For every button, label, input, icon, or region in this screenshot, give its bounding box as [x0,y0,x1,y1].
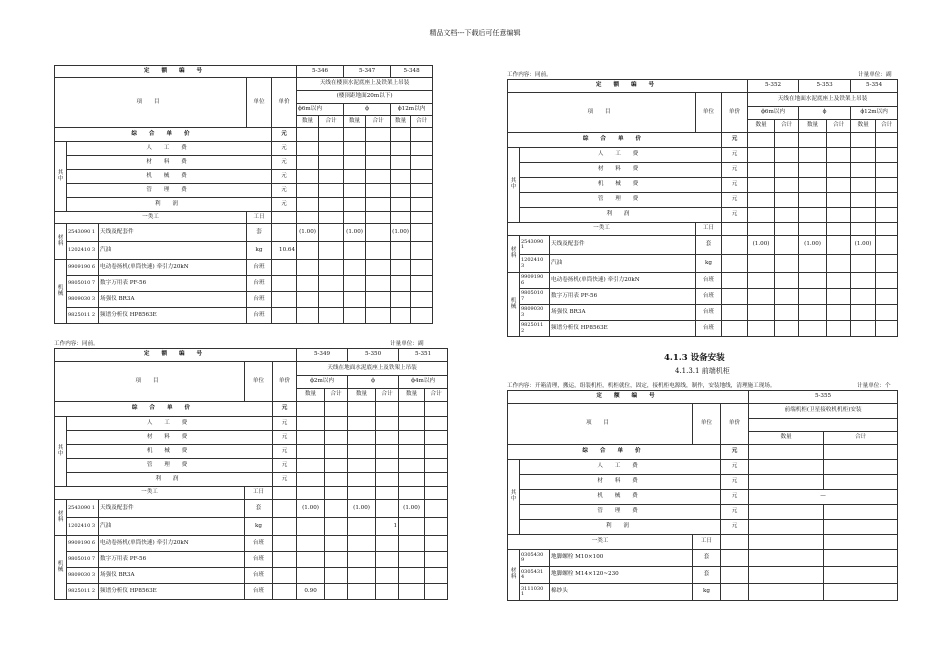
size-label: ϕ6m以内 [297,104,344,116]
item-header: 项 目 [55,78,247,128]
material-qty: 1 [376,518,399,536]
material-qty: (1.00) [399,500,425,518]
size-label: ϕ [348,376,399,389]
unit-gongri: 工日 [696,223,722,236]
cost-item: 利 润 [520,520,721,535]
quota-code: 5-354 [851,80,898,93]
cost-item: 机 械 费 [520,490,721,505]
item-header: 项 目 [508,404,693,445]
unit-gongri: 工日 [693,535,721,550]
machine-name: 频谱分析仪 HP8563E [550,321,696,337]
composite-price-label: 综 合 单 价 [508,133,722,148]
qty-header: 数量 [344,116,366,128]
quota-code: 5-348 [391,66,433,78]
qty-header: 数量 [297,116,319,128]
price-header: 单价 [272,78,297,128]
of-which-label: 其中 [508,460,520,535]
composite-price-label: 综 合 单 价 [55,402,273,417]
qty-header: 数量 [399,389,425,402]
cost-item: 管 理 费 [520,193,722,208]
cost-item: 人 工 费 [520,148,722,163]
materials-label: 材料 [55,224,67,260]
machine-code: 9809030 3 [67,292,99,308]
material-code: 2543090 1 [520,236,550,255]
machine-qty: 0.90 [297,584,325,600]
machine-code: 9805010 7 [520,289,550,305]
material-qty: (1.00) [297,224,319,242]
material-unit: kg [247,242,272,260]
of-which-label: 其中 [55,417,67,487]
size-label: ϕ [799,107,851,120]
material-code: 1202410 3 [67,242,99,260]
machine-code: 9825011 2 [520,321,550,337]
unit-yuan: 元 [273,459,297,473]
machinery-label: 机械 [55,536,67,600]
machine-unit: 台班 [245,568,273,584]
machine-unit: 台班 [696,305,722,321]
material-qty: (1.00) [851,236,876,255]
machine-code: 9805010 7 [67,552,99,568]
material-code: 0305430 9 [520,550,550,567]
work-content-note: 工作内容：同前。 [507,72,552,78]
machine-unit: 台班 [696,273,722,289]
item-header: 项 目 [508,93,696,133]
description: 天线在地面水泥底座上及铁架上吊装 [748,93,898,107]
material-price: 10.64 [272,242,297,260]
cost-item: 机 械 费 [67,445,273,459]
description: 前端机柜(卫星接收机机柜)安装 [749,404,898,419]
material-code: 3111030 1 [520,584,550,601]
cost-item: 人 工 费 [67,142,272,156]
machine-code: 9805010 7 [67,276,99,292]
unit-yuan: 元 [272,142,297,156]
work-content-note: 工作内容：同前。 [54,341,99,347]
material-unit: kg [245,518,273,536]
total-header: 合计 [319,116,344,128]
total-header: 合计 [366,116,391,128]
material-unit: 套 [696,236,722,255]
machine-name: 数字万用表 PF-56 [99,552,245,568]
machine-name: 电动卷扬机(单筒快速) 牵引力20kN [99,260,247,276]
unit-yuan: 元 [272,128,297,142]
unit-yuan: 元 [721,490,749,505]
description: 天线在地面水泥底座上及铁架上吊装 [297,362,448,376]
total-header: 合计 [325,389,348,402]
material-unit: 套 [245,500,273,518]
machine-code: 9825011 2 [67,584,99,600]
cost-item: 利 润 [67,473,273,487]
cost-item: 人 工 费 [520,460,721,475]
description: 天线在楼顶水泥底座上及铁架上吊装 [297,78,433,91]
unit-header: 单位 [245,362,273,402]
size-label: ϕ4m以内 [399,376,448,389]
quota-code: 5-353 [799,80,851,93]
unit-yuan: 元 [721,445,749,460]
quota-code: 5-352 [748,80,799,93]
material-qty: (1.00) [799,236,827,255]
unit-yuan: 元 [721,460,749,475]
unit-note: 计量单位：副 [858,72,892,78]
materials-label: 材料 [508,236,520,273]
quota-code: 5-346 [297,66,344,78]
cost-item: 管 理 费 [67,459,273,473]
machinery-label: 机械 [55,260,67,324]
machine-code: 9909190 6 [67,260,99,276]
of-which-label: 其中 [508,148,520,223]
cost-item: 材 料 费 [520,163,722,178]
material-name: 天线及配套件 [550,236,696,255]
material-name: 汽油 [550,255,696,273]
material-unit: 套 [247,224,272,242]
unit-yuan: 元 [273,445,297,459]
machine-unit: 台班 [247,292,272,308]
machine-name: 数字万用表 PF-56 [550,289,696,305]
size-label: ϕ12m以内 [391,104,433,116]
unit-yuan: 元 [722,193,748,208]
cost-item: 管 理 费 [520,505,721,520]
quota-table-5-352 [507,79,898,337]
qty-header: 数量 [348,389,376,402]
unit-header: 单位 [693,404,721,445]
size-label: ϕ [344,104,391,116]
total-header: 合计 [775,120,799,133]
machine-code: 9909190 6 [67,536,99,552]
quota-number-label: 定 额 编 号 [508,391,749,404]
unit-yuan: 元 [722,163,748,178]
cost-item: 材 料 费 [520,475,721,490]
price-header: 单价 [273,362,297,402]
unit-note: 计量单位：个 [857,383,891,389]
quota-table-5-349 [54,348,448,600]
machine-name: 场强仪 BR3A [99,568,245,584]
machine-unit: 台班 [696,289,722,305]
quota-number-label: 定 额 编 号 [55,66,297,78]
material-name: 棉纱头 [550,584,693,601]
machinery-label: 机械 [508,273,520,337]
quota-number-label: 定 额 编 号 [508,80,748,93]
qty-header: 数量 [749,432,824,445]
machine-unit: 台班 [247,308,272,324]
quota-table-5-355 [507,390,898,601]
machine-name: 频谱分析仪 HP8563E [99,308,247,324]
unit-yuan: 元 [272,198,297,212]
labor-label: 一类工 [508,223,696,236]
unit-yuan: 元 [272,184,297,198]
material-name: 地脚螺栓 M10×100 [550,550,693,567]
machine-code: 9809030 3 [520,305,550,321]
machine-unit: 台班 [247,276,272,292]
quota-code: 5-355 [749,391,898,404]
unit-yuan: 元 [722,208,748,223]
material-qty: (1.00) [348,500,376,518]
of-which-label: 其中 [55,142,67,212]
qty-header: 数量 [799,120,827,133]
material-qty: (1.00) [344,224,366,242]
materials-label: 材料 [55,500,67,536]
total-header: 合计 [824,432,898,445]
unit-yuan: 元 [721,505,749,520]
cost-item: 管 理 费 [67,184,272,198]
machine-code: 9909190 6 [520,273,550,289]
material-code: 2543090 1 [67,500,99,518]
machine-code: 9809030 3 [67,568,99,584]
machine-unit: 台班 [247,260,272,276]
total-header: 合计 [376,389,399,402]
machine-name: 电动卷扬机(单筒快速) 牵引力20kN [99,536,245,552]
cost-item: 材 料 费 [67,431,273,445]
machine-unit: 台班 [245,552,273,568]
qty-header: 数量 [748,120,775,133]
material-name: 天线及配套件 [99,224,247,242]
machine-code: 9825011 2 [67,308,99,324]
work-content-note: 工作内容：开箱清理，搬运，组装机柜，机柜就位，固定，接机柜电源线，制作，安装地线，清理施工现场。 [507,383,776,389]
labor-label: 一类工 [508,535,693,550]
unit-yuan: 元 [722,178,748,193]
price-header: 单价 [722,93,748,133]
unit-gongri: 工日 [247,212,272,224]
material-unit: kg [693,584,721,601]
qty-header: 数量 [391,116,411,128]
machine-name: 频谱分析仪 HP8563E [99,584,245,600]
material-code: 2543090 1 [67,224,99,242]
quota-code: 5-351 [399,349,448,362]
unit-yuan: 元 [721,520,749,535]
total-header: 合计 [411,116,433,128]
total-header: 合计 [827,120,851,133]
total-header: 合计 [876,120,898,133]
size-label: ϕ2m以内 [297,376,348,389]
unit-yuan: 元 [272,170,297,184]
machine-name: 场强仪 BR3A [550,305,696,321]
unit-note: 计量单位：副 [390,341,424,347]
subsection-heading: 4.1.3.1 前端机柜 [675,367,730,375]
material-unit: 套 [693,550,721,567]
qty-header: 数量 [851,120,876,133]
qty-header: 数量 [297,389,325,402]
cost-item: 利 润 [67,198,272,212]
unit-yuan: 元 [273,417,297,431]
price-header: 单价 [721,404,749,445]
material-qty: (1.00) [297,500,325,518]
material-qty: (1.00) [391,224,411,242]
page-header: 精品文档---下载后可任意编辑 [429,29,521,37]
cost-item: 利 润 [520,208,722,223]
unit-yuan: 元 [721,475,749,490]
unit-yuan: 元 [273,473,297,487]
composite-price-label: 综 合 单 价 [55,128,272,142]
quota-code: 5-350 [348,349,399,362]
material-code: 1202410 3 [520,255,550,273]
material-name: 地脚螺栓 M14×120~230 [550,567,693,584]
labor-label: 一类工 [55,487,245,500]
labor-label: 一类工 [55,212,247,224]
quota-table-5-346 [54,65,433,324]
unit-yuan: 元 [273,431,297,445]
item-header: 项 目 [55,362,245,402]
material-name: 汽油 [99,518,245,536]
material-unit: 套 [693,567,721,584]
material-name: 汽油 [99,242,247,260]
unit-yuan: 元 [722,133,748,148]
cost-item: 材 料 费 [67,156,272,170]
section-heading: 4.1.3 设备安装 [664,353,725,363]
quota-code: 5-347 [344,66,391,78]
unit-yuan: 元 [273,402,297,417]
material-qty: (1.00) [748,236,775,255]
unit-header: 单位 [696,93,722,133]
unit-header: 单位 [247,78,272,128]
machine-name: 场强仪 BR3A [99,292,247,308]
unit-yuan: 元 [272,156,297,170]
description-sub: (楼顶距地面20m以下) [297,91,433,104]
machine-unit: 台班 [245,536,273,552]
material-unit: kg [696,255,722,273]
quota-code: 5-349 [297,349,348,362]
material-code: 1202410 3 [67,518,99,536]
machine-unit: 台班 [245,584,273,600]
total-header: 合计 [425,389,448,402]
material-code: 0305431 4 [520,567,550,584]
machine-cost-dash: — [749,490,898,505]
cost-item: 机 械 费 [520,178,722,193]
size-label: ϕ12m以内 [851,107,898,120]
machine-name: 电动卷扬机(单筒快速) 牵引力20kN [550,273,696,289]
material-name: 天线及配套件 [99,500,245,518]
machine-name: 数字万用表 PF-56 [99,276,247,292]
cost-item: 人 工 费 [67,417,273,431]
unit-yuan: 元 [722,148,748,163]
unit-gongri: 工日 [245,487,273,500]
composite-price-label: 综 合 单 价 [508,445,721,460]
quota-number-label: 定 额 编 号 [55,349,297,362]
materials-label: 材料 [508,550,520,601]
cost-item: 机 械 费 [67,170,272,184]
size-label: ϕ6m以内 [748,107,799,120]
machine-unit: 台班 [696,321,722,337]
